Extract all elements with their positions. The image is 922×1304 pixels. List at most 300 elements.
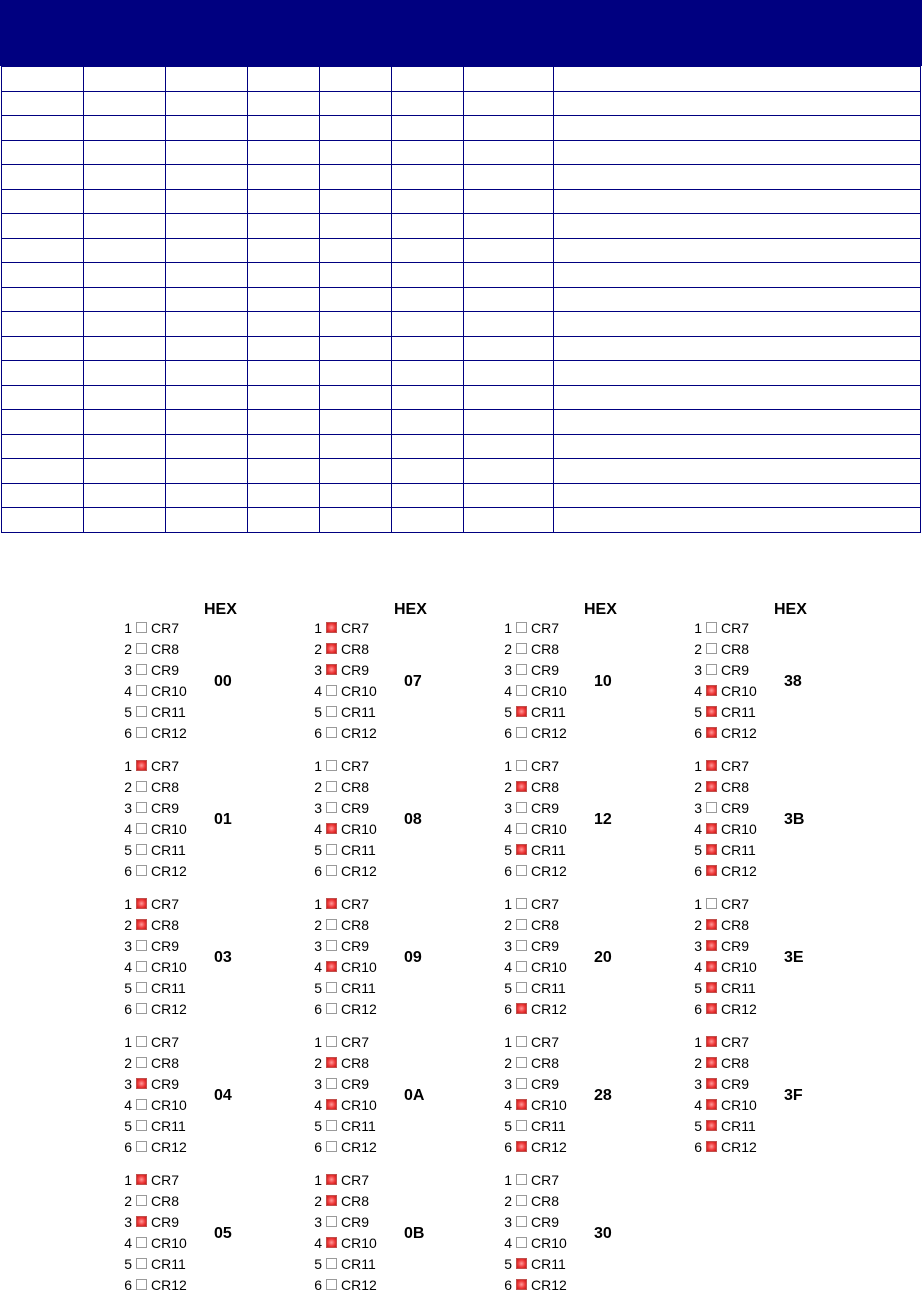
grid-cell [464,508,554,533]
hex-value: 09 [404,949,422,966]
switch-row [308,777,398,798]
grid-cell [464,238,554,263]
switch-label: CR10 [341,1097,377,1113]
grid-cell [166,312,248,337]
switch-number: 5 [694,704,702,720]
switch-row [308,1053,398,1074]
switch-on-indicator [516,706,527,717]
switch-number: 2 [694,779,702,795]
switch-off-indicator [136,1141,147,1152]
hex-value: 03 [214,949,232,966]
switch-row [688,798,778,819]
switch-number: 4 [504,683,512,699]
switch-off-indicator [516,727,527,738]
switch-row [118,1053,208,1074]
switch-row [118,1137,208,1158]
grid-cell [84,165,166,190]
grid-cell [248,214,320,239]
grid-cell [464,91,554,116]
switch-label: CR11 [531,1118,566,1134]
switch-row [498,1074,588,1095]
switch-number: 5 [124,704,132,720]
switch-row [498,777,588,798]
switch-label: CR12 [151,725,187,741]
switch-label: CR10 [341,1235,377,1251]
switch-row [498,819,588,840]
grid-cell [464,410,554,435]
switch-row [118,660,208,681]
switch-row [688,660,778,681]
switch-off-indicator [136,706,147,717]
switch-number: 5 [314,980,322,996]
switch-on-indicator [706,760,717,771]
switch-row [308,861,398,882]
switch-row [498,1053,588,1074]
switch-row [498,999,588,1020]
grid-row [2,140,921,165]
switch-row [498,660,588,681]
switch-off-indicator [136,685,147,696]
switch-row [688,1074,778,1095]
hex-value: 3E [784,949,804,966]
switch-row [498,702,588,723]
grid-cell [248,483,320,508]
grid-cell [392,385,464,410]
grid-cell [84,508,166,533]
switch-number: 2 [314,917,322,933]
switch-row [308,618,398,639]
switch-label: CR8 [341,917,370,933]
switch-row [118,894,208,915]
grid-row [2,459,921,484]
switch-off-indicator [136,865,147,876]
switch-label: CR9 [531,800,560,816]
switch-off-indicator [136,940,147,951]
switch-number: 5 [694,980,702,996]
grid-cell [554,214,921,239]
grid-cell [2,385,84,410]
grid-cell [464,312,554,337]
grid-cell [554,238,921,263]
switch-off-indicator [136,1036,147,1047]
grid-row [2,312,921,337]
switch-number: 5 [504,1256,512,1272]
switch-number: 6 [314,1139,322,1155]
switch-off-indicator [326,1141,337,1152]
switch-off-indicator [516,802,527,813]
switch-off-indicator [136,802,147,813]
switch-number: 4 [124,821,132,837]
switch-label: CR8 [721,1055,750,1071]
switch-off-indicator [516,760,527,771]
switch-label: CR7 [721,620,750,636]
switch-number: 1 [314,896,322,912]
switch-panel [308,756,468,890]
grid-cell [2,189,84,214]
grid-row [2,361,921,386]
switch-off-indicator [136,1120,147,1131]
grid-row [2,263,921,288]
switch-on-indicator [516,1279,527,1290]
switch-label: CR11 [341,842,376,858]
switch-off-indicator [326,685,337,696]
switch-label: CR8 [531,779,560,795]
switch-number: 4 [694,959,702,975]
hex-value: 01 [214,811,232,828]
switch-row [498,978,588,999]
switch-label: CR7 [151,1034,180,1050]
grid-cell [248,189,320,214]
grid-cell [392,91,464,116]
switch-row [688,618,778,639]
switch-number: 6 [314,1277,322,1293]
switch-label: CR11 [531,980,566,996]
switch-row [118,618,208,639]
switch-row [308,819,398,840]
header-banner [0,0,922,66]
switch-off-indicator [706,622,717,633]
switch-number: 3 [504,938,512,954]
grid-cell [248,336,320,361]
switch-panel [688,894,848,1028]
grid-cell [166,165,248,190]
grid-cell [166,67,248,92]
grid-cell [84,385,166,410]
switch-row [118,1275,208,1296]
grid-cell [248,140,320,165]
grid-cell [554,385,921,410]
switch-off-indicator [136,1258,147,1269]
switch-number: 5 [504,1118,512,1134]
grid-cell [248,116,320,141]
switch-number: 2 [504,917,512,933]
grid-cell [2,287,84,312]
grid-cell [84,116,166,141]
grid-cell [320,214,392,239]
switch-label: CR9 [721,938,750,954]
grid-cell [320,189,392,214]
grid-cell [2,140,84,165]
switch-row [118,777,208,798]
switch-number: 6 [314,725,322,741]
switch-label: CR8 [531,917,560,933]
switch-number: 1 [124,620,132,636]
switch-label: CR10 [341,683,377,699]
switch-row [498,1191,588,1212]
hex-header: HEX [394,601,427,618]
switch-row [688,894,778,915]
switch-row [118,1212,208,1233]
switch-number: 5 [124,1256,132,1272]
switch-row [688,819,778,840]
switch-number: 5 [124,980,132,996]
switch-panel [118,601,278,752]
switch-label: CR9 [151,662,180,678]
switch-label: CR7 [341,620,370,636]
switch-label: CR7 [151,896,180,912]
grid-cell [166,214,248,239]
switch-row [118,915,208,936]
switch-label: CR11 [721,1118,756,1134]
switch-label: CR12 [721,1001,757,1017]
switch-on-indicator [326,643,337,654]
grid-cell [84,263,166,288]
switch-on-indicator [706,844,717,855]
switch-label: CR9 [721,662,750,678]
switch-number: 2 [124,779,132,795]
grid-cell [248,91,320,116]
grid-row [2,483,921,508]
grid-cell [464,67,554,92]
grid-cell [392,508,464,533]
grid-cell [166,336,248,361]
switch-label: CR11 [341,704,376,720]
grid-cell [320,385,392,410]
switch-on-indicator [136,898,147,909]
switch-on-indicator [706,1057,717,1068]
grid-cell [320,336,392,361]
grid-cell [248,434,320,459]
grid-cell [392,214,464,239]
switch-on-indicator [326,961,337,972]
switch-label: CR10 [721,1097,757,1113]
switch-label: CR11 [341,1118,376,1134]
switch-number: 6 [694,1139,702,1155]
grid-cell [2,336,84,361]
hex-value: 05 [214,1225,232,1242]
switch-row [308,756,398,777]
grid-cell [2,434,84,459]
switch-number: 4 [124,959,132,975]
grid-cell [2,116,84,141]
switch-off-indicator [136,961,147,972]
grid-cell [554,165,921,190]
switch-label: CR11 [151,1256,186,1272]
switch-label: CR12 [531,1139,567,1155]
switch-number: 1 [124,896,132,912]
grid-cell [166,410,248,435]
grid-cell [248,312,320,337]
switch-label: CR9 [151,1076,180,1092]
switch-number: 6 [314,863,322,879]
switch-panel [498,894,658,1028]
switch-panel [118,894,278,1028]
switch-on-indicator [516,1141,527,1152]
switch-row [308,999,398,1020]
switch-off-indicator [136,982,147,993]
switch-label: CR9 [151,938,180,954]
switch-label: CR10 [151,821,187,837]
switch-row [118,1191,208,1212]
switch-row [308,936,398,957]
switch-number: 3 [694,662,702,678]
switch-row [118,1074,208,1095]
grid-cell [392,116,464,141]
switch-row [498,723,588,744]
switch-number: 6 [504,1139,512,1155]
switch-number: 1 [694,758,702,774]
grid-cell [84,336,166,361]
switch-row [118,819,208,840]
switch-row [498,1275,588,1296]
switch-number: 1 [124,1172,132,1188]
switch-row [308,660,398,681]
grid-cell [166,385,248,410]
switch-label: CR11 [151,980,186,996]
grid-cell [392,238,464,263]
switch-off-indicator [516,982,527,993]
switch-label: CR12 [531,863,567,879]
grid-cell [464,140,554,165]
grid-cell [554,91,921,116]
switch-number: 2 [314,1055,322,1071]
switch-number: 6 [694,1001,702,1017]
grid-cell [84,312,166,337]
switch-label: CR7 [341,896,370,912]
grid-cell [2,483,84,508]
switch-off-indicator [326,1036,337,1047]
switch-label: CR9 [721,1076,750,1092]
grid-cell [392,287,464,312]
grid-cell [248,361,320,386]
switch-row [118,1254,208,1275]
switch-row [118,723,208,744]
switch-on-indicator [326,1099,337,1110]
switch-label: CR10 [531,683,567,699]
switch-label: CR8 [531,641,560,657]
grid-cell [248,459,320,484]
switch-number: 2 [694,641,702,657]
switch-row [688,936,778,957]
switch-number: 4 [694,1097,702,1113]
grid-cell [166,91,248,116]
switch-label: CR10 [151,1235,187,1251]
switch-number: 5 [504,704,512,720]
grid-cell [320,140,392,165]
switch-row [498,639,588,660]
switch-on-indicator [706,982,717,993]
switch-number: 4 [694,683,702,699]
switch-off-indicator [516,1120,527,1131]
switch-off-indicator [326,706,337,717]
grid-cell [392,67,464,92]
switch-off-indicator [136,1057,147,1068]
switch-label: CR7 [341,758,370,774]
switch-row [118,702,208,723]
grid-cell [464,214,554,239]
switch-on-indicator [326,664,337,675]
grid-cell [464,483,554,508]
hex-header: HEX [584,601,617,618]
switch-row [308,915,398,936]
switch-label: CR10 [531,1235,567,1251]
switch-number: 3 [504,1214,512,1230]
switch-row [308,1095,398,1116]
switch-on-indicator [706,727,717,738]
switch-number: 2 [314,1193,322,1209]
grid-cell [2,361,84,386]
grid-cell [464,165,554,190]
switch-off-indicator [516,865,527,876]
switch-off-indicator [326,940,337,951]
grid-cell [554,508,921,533]
hex-value: 07 [404,673,422,690]
switch-row [308,723,398,744]
grid-cell [464,336,554,361]
switch-label: CR12 [151,1277,187,1293]
grid-row [2,385,921,410]
switch-off-indicator [136,1279,147,1290]
switch-number: 3 [314,1076,322,1092]
switch-row [308,957,398,978]
switch-number: 3 [314,938,322,954]
switch-label: CR8 [151,1193,180,1209]
switch-label: CR10 [341,821,377,837]
grid-row [2,434,921,459]
switch-row [498,1233,588,1254]
hex-header: HEX [774,601,807,618]
switch-label: CR12 [721,1139,757,1155]
switch-on-indicator [706,865,717,876]
switch-number: 3 [124,800,132,816]
switch-label: CR12 [341,1139,377,1155]
grid-cell [84,91,166,116]
switch-number: 6 [504,725,512,741]
grid-cell [554,116,921,141]
switch-number: 6 [694,863,702,879]
switch-row [308,978,398,999]
switch-off-indicator [706,643,717,654]
switch-row [498,681,588,702]
switch-off-indicator [326,1120,337,1131]
switch-off-indicator [516,643,527,654]
switch-number: 3 [314,800,322,816]
switch-number: 3 [124,1076,132,1092]
grid-cell [320,434,392,459]
switch-number: 6 [314,1001,322,1017]
switch-row [688,999,778,1020]
switch-label: CR8 [531,1055,560,1071]
switch-label: CR9 [341,1214,370,1230]
grid-cell [166,361,248,386]
switch-row [118,1095,208,1116]
switch-label: CR11 [341,980,376,996]
switch-row [118,999,208,1020]
grid-cell [464,459,554,484]
switch-label: CR7 [721,1034,750,1050]
switch-number: 2 [124,1055,132,1071]
grid-cell [392,263,464,288]
switch-panel [498,601,658,752]
switch-row [308,1116,398,1137]
switch-off-indicator [326,781,337,792]
switch-off-indicator [516,823,527,834]
switch-on-indicator [706,940,717,951]
grid-cell [554,67,921,92]
switch-off-indicator [516,940,527,951]
switch-number: 5 [694,1118,702,1134]
grid-cell [248,67,320,92]
grid-cell [84,434,166,459]
grid-cell [554,189,921,214]
grid-cell [392,336,464,361]
switch-panel [688,756,848,890]
switch-off-indicator [326,727,337,738]
grid-cell [84,140,166,165]
switch-number: 4 [314,683,322,699]
grid-row [2,67,921,92]
switch-label: CR11 [151,704,186,720]
